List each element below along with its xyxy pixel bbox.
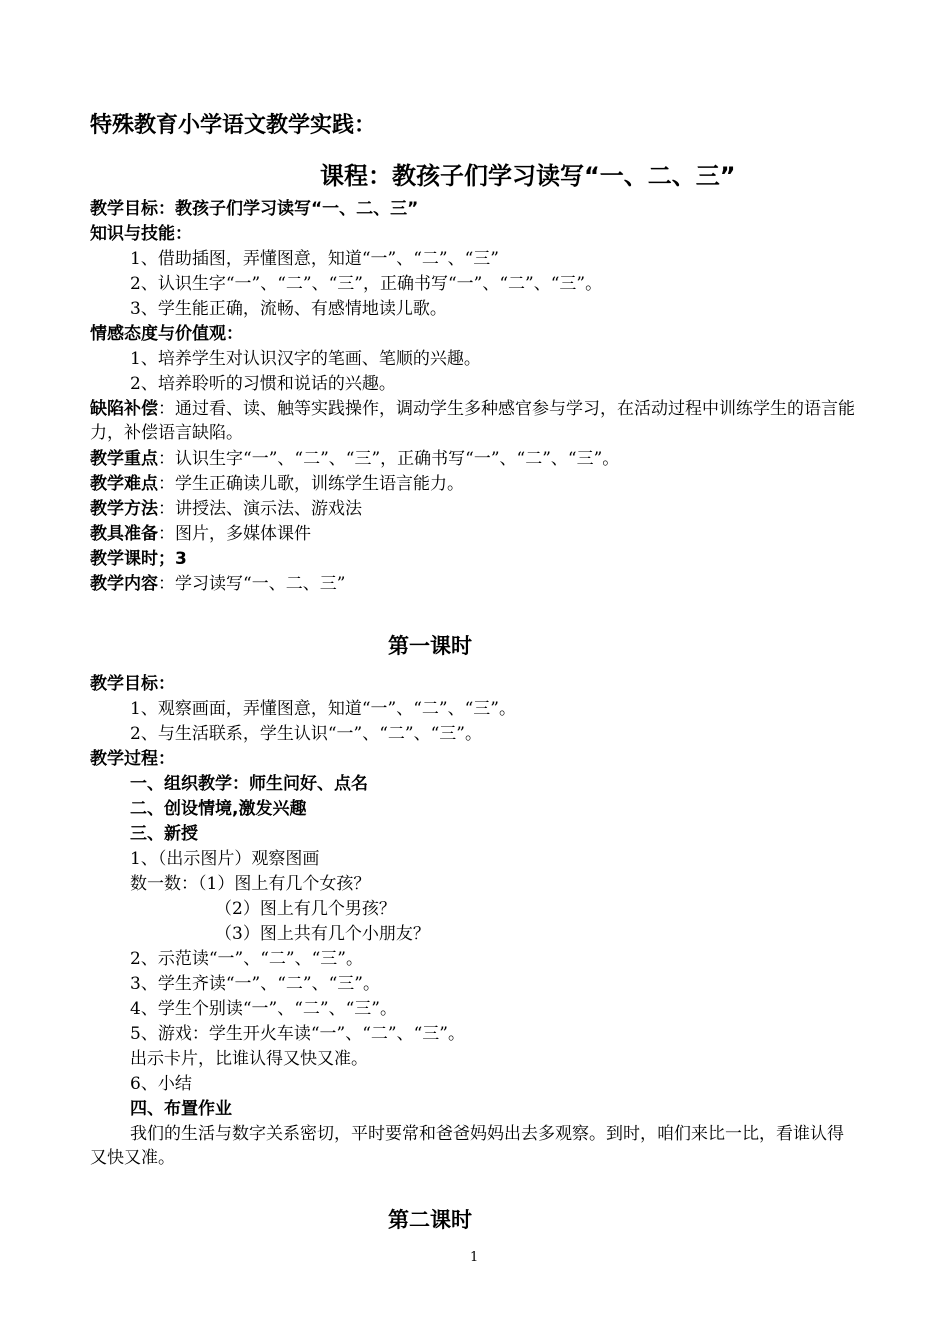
emotion-label: 情感态度与价值观： bbox=[90, 324, 243, 344]
lesson2-title: 第二课时 bbox=[388, 1208, 472, 1232]
difficulty-label: 教学难点 bbox=[90, 474, 158, 494]
document-title: 特殊教育小学语文教学实践： bbox=[90, 113, 377, 138]
focus-line bbox=[90, 447, 619, 471]
tools-line bbox=[90, 522, 311, 546]
substep-individual-read: 4、学生个别读“一”、“二”、“三”。 bbox=[130, 999, 397, 1019]
difficulty-line bbox=[90, 472, 464, 496]
count-question-2: （2）图上有几个男孩？ bbox=[215, 899, 396, 919]
method-line bbox=[90, 497, 362, 521]
count-question-1: 数一数：（1）图上有几个女孩？ bbox=[130, 874, 371, 894]
page-number: 1 bbox=[470, 1250, 479, 1265]
substep-demo-read: 2、示范读“一”、“二”、“三”。 bbox=[130, 949, 363, 969]
difficulty-text: ：学生正确读儿歌，训练学生语言能力。 bbox=[158, 474, 464, 494]
course-title: 课程：教孩子们学习读写“一、二、三” bbox=[320, 162, 736, 190]
lesson1-title: 第一课时 bbox=[388, 634, 472, 658]
goal-line bbox=[90, 197, 418, 221]
emotion-item-1: 1、培养学生对认识汉字的笔画、笔顺的兴趣。 bbox=[130, 349, 481, 369]
process-label: 教学过程： bbox=[90, 749, 175, 769]
count-question-3: （3）图上共有几个小朋友？ bbox=[215, 924, 430, 944]
goal-text: 教孩子们学习读写“一、二、三” bbox=[175, 199, 419, 219]
substep-cards: 出示卡片，比谁认得又快又准。 bbox=[130, 1049, 368, 1069]
lesson1-goal-item-1: 1、观察画面，弄懂图意，知道“一”、“二”、“三”。 bbox=[130, 699, 516, 719]
content-label: 教学内容 bbox=[90, 574, 158, 594]
compensation-text: ：通过看、读、触等实践操作，调动学生多种感官参与学习，在活动过程中训练学生的语言能力，补偿语言缺陷。 bbox=[90, 399, 855, 443]
homework-paragraph: 我们的生活与数字关系密切，平时要常和爸爸妈妈出去多观察。到时，咱们来比一比，看谁认得又快又准。 bbox=[90, 1124, 844, 1168]
knowledge-label: 知识与技能： bbox=[90, 224, 192, 244]
focus-text: ：认识生字“一”、“二”、“三”，正确书写“一”、“二”、“三”。 bbox=[158, 449, 620, 469]
method-text: ：讲授法、演示法、游戏法 bbox=[158, 499, 362, 519]
substep-group-read: 3、学生齐读“一”、“二”、“三”。 bbox=[130, 974, 380, 994]
tools-label: 教具准备 bbox=[90, 524, 158, 544]
lesson1-goal-label: 教学目标： bbox=[90, 674, 175, 694]
method-label: 教学方法 bbox=[90, 499, 158, 519]
substep-observe: 1、（出示图片）观察图画 bbox=[130, 849, 320, 869]
compensation-label: 缺陷补偿 bbox=[90, 399, 158, 419]
content-text: ：学习读写“一、二、三” bbox=[158, 574, 346, 594]
substep-summary: 6、小结 bbox=[130, 1074, 192, 1094]
compensation-paragraph bbox=[90, 397, 860, 445]
knowledge-item-1: 1、借助插图，弄懂图意，知道“一”、“二”、“三” bbox=[130, 249, 499, 269]
knowledge-item-2: 2、认识生字“一”、“二”、“三”，正确书写“一”、“二”、“三”。 bbox=[130, 274, 603, 294]
step-homework: 四、布置作业 bbox=[130, 1099, 232, 1119]
step-new-lesson: 三、新授 bbox=[130, 824, 198, 844]
knowledge-item-3: 3、学生能正确，流畅、有感情地读儿歌。 bbox=[130, 299, 447, 319]
substep-game: 5、游戏：学生开火车读“一”、“二”、“三”。 bbox=[130, 1024, 465, 1044]
focus-label: 教学重点 bbox=[90, 449, 158, 469]
emotion-item-2: 2、培养聆听的习惯和说话的兴趣。 bbox=[130, 374, 396, 394]
step-organize: 一、组织教学：师生问好、点名 bbox=[130, 774, 368, 794]
tools-text: ：图片，多媒体课件 bbox=[158, 524, 311, 544]
lesson1-goal-item-2: 2、与生活联系，学生认识“一”、“二”、“三”。 bbox=[130, 724, 482, 744]
step-situation: 二、创设情境,激发兴趣 bbox=[130, 799, 307, 819]
goal-label: 教学目标： bbox=[90, 199, 175, 219]
content-line bbox=[90, 572, 345, 596]
hours-line: 教学课时；3 bbox=[90, 549, 187, 569]
